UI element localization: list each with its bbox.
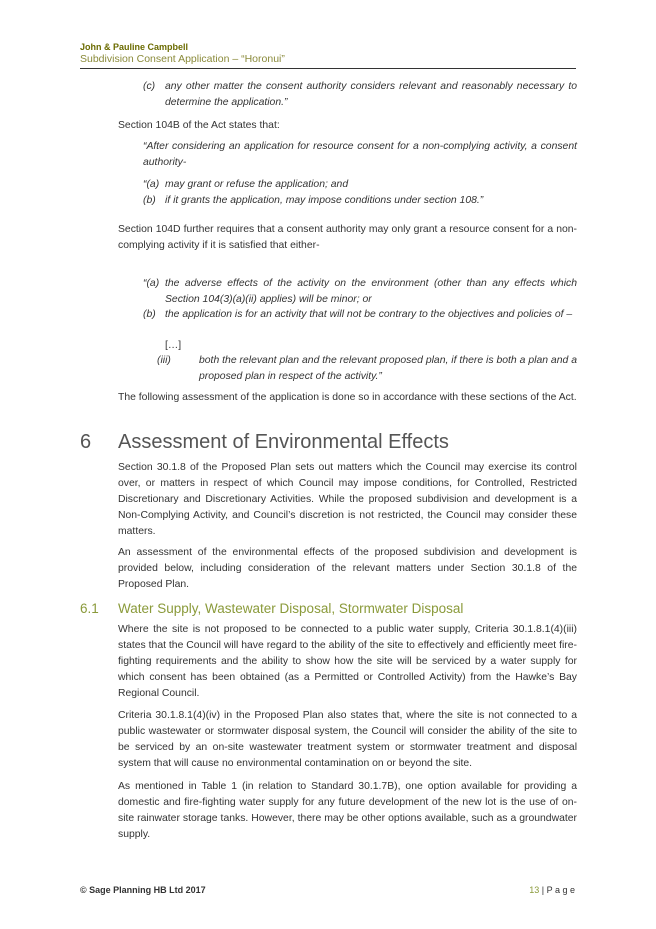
- s104d-intro: Section 104D further requires that a consent authority may only grant a resource consent for a non-complying activity if it is satisfied that either-: [118, 224, 577, 251]
- s104d-iii-label: (iii): [157, 355, 171, 366]
- header-authors: John & Pauline Campbell: [80, 42, 189, 52]
- s104b-a-text: may grant or refuse the application; and: [165, 179, 349, 190]
- s104d-b-text: the application is for an activity that will not be contrary to the objectives and policies of –: [165, 309, 573, 320]
- s104d-iii-text: both the relevant plan and the relevant proposed plan, if there is both a plan and a proposed plan in respect of the activity.”: [199, 355, 577, 382]
- section-6-paragraph-2: An assessment of the environmental effects of the proposed subdivision and development is provided below, including consideration of the relevant matters under Section 30.1.8 of the Proposed Plan.: [118, 547, 577, 590]
- s104d-a-text: the adverse effects of the activity on the environment (other than any effects which Section 104(3)(a)(ii) applies) will be minor; or: [165, 278, 577, 305]
- s104b-a-label: “(a): [143, 179, 160, 190]
- section-6-1-paragraph-3: As mentioned in Table 1 (in relation to Standard 30.1.7B), one option available for providing a domestic and fire-fighting water supply for any future development of the new lot is the use of on-site rainwater storage tanks. However, there may be other options available, such as a groundwater supply.: [118, 781, 577, 840]
- footer-page-indicator: [497, 885, 575, 895]
- s104b-b-text: if it grants the application, may impose conditions under section 108.”: [165, 195, 484, 206]
- quote-c-text: any other matter the consent authority considers relevant and reasonably necessary to determine the application.”: [165, 81, 577, 108]
- section-6-number: 6: [80, 431, 92, 453]
- page-separator: |: [541, 885, 545, 895]
- s104b-b-label: (b): [143, 195, 156, 206]
- page-header: [80, 41, 576, 66]
- section-6-heading: Assessment of Environmental Effects: [118, 431, 449, 453]
- s104b-intro: Section 104B of the Act states that:: [118, 120, 280, 131]
- quote-c-label: (c): [143, 81, 156, 92]
- section-6-1-heading: Water Supply, Wastewater Disposal, Stormwater Disposal: [118, 601, 464, 616]
- header-document-title: Subdivision Consent Application – “Horonui”: [80, 53, 285, 65]
- footer-copyright: © Sage Planning HB Ltd 2017: [80, 885, 206, 895]
- section-6-1-paragraph-1: Where the site is not proposed to be connected to a public water supply, Criteria 30.1.8.1(4)(iii) states that the Council will have regard to the ability of the site to effectively and efficiently meet fire-fighting requirements and the ability to show how the site will be serviced by a water supply for which consent has been obtained (as a Permitted or Controlled Activity) from the Hawke’s Bay Regional Council.: [118, 624, 577, 699]
- page-label: P a g e: [546, 885, 575, 895]
- s104d-closing: The following assessment of the application is done so in accordance with these sections of the Act.: [118, 392, 577, 403]
- s104d-a-label: “(a): [143, 278, 160, 289]
- header-divider: [80, 68, 576, 69]
- page-number: 13: [529, 885, 540, 895]
- s104b-quote: “After considering an application for resource consent for a non-complying activity, a consent authority-: [143, 141, 577, 168]
- s104d-b-label: (b): [143, 309, 156, 320]
- section-6-1-number: 6.1: [80, 601, 99, 616]
- section-6-1-paragraph-2: Criteria 30.1.8.1(4)(iv) in the Proposed Plan also states that, where the site is not connected to a public wastewater or stormwater disposal system, the Council will consider the ability of the site to be serviced by an on-site wastewater treatment system or stormwater treatment and disposal system that will cause no environmental contamination on or beyond the site.: [118, 710, 577, 769]
- s104d-ellipsis: […]: [165, 340, 182, 351]
- section-6-paragraph-1: Section 30.1.8 of the Proposed Plan sets out matters which the Council may exercise its control over, or matters in respect of which Council may impose conditions, for Controlled, Restricted Discretionary and Discretionary Activities. While the proposed subdivision and development is a Non-Complying Activity, and Council’s discretion is not restricted, the Council may consider these matters.: [118, 462, 577, 537]
